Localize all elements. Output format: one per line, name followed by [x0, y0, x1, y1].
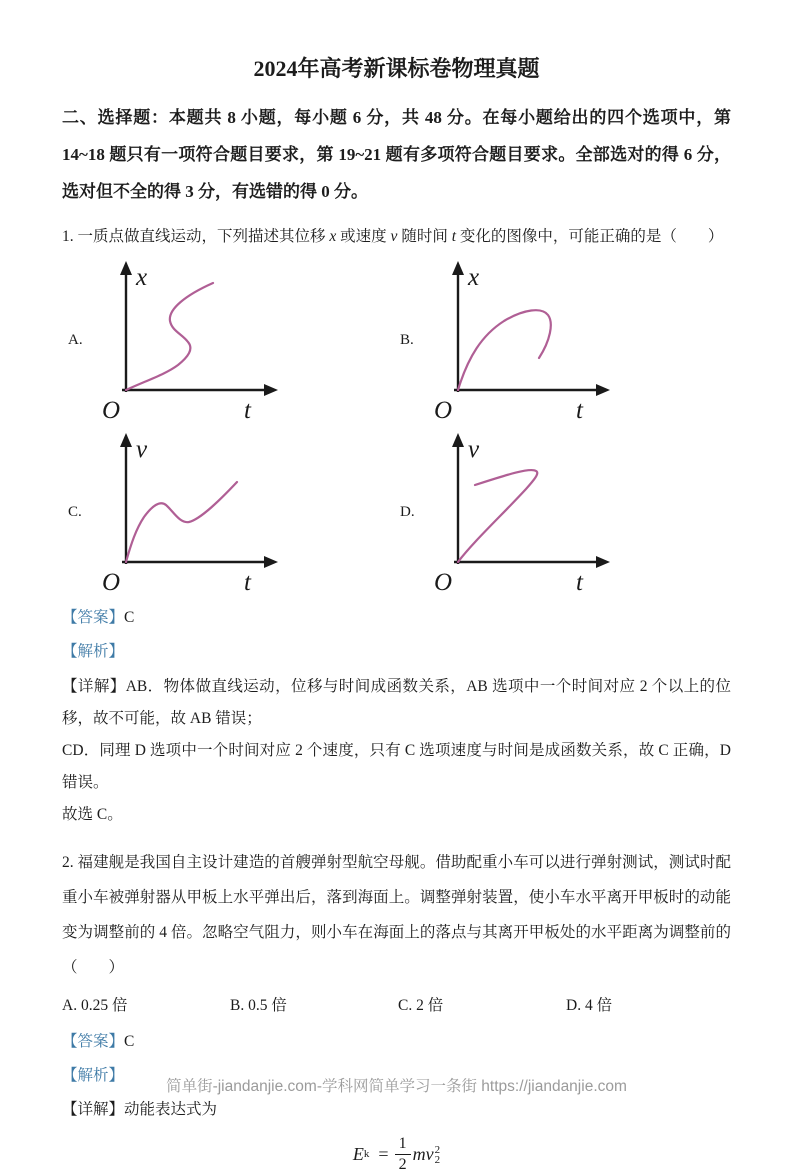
- question-2-text: 2. 福建舰是我国自主设计建造的首艘弹射型航空母舰。借助配重小车可以进行弹射测试，测试时配重小车被弹射器从甲板上水平弹出后，落到海面上。调整弹射装置，使小车水平离开甲板时的动能变为调整前的 4 倍。忽略空气阻力，则小车在海面上的落点与其离开甲板处的水平距离为调整前的（ ）: [62, 854, 731, 976]
- q2-answer-line: [62, 1031, 731, 1053]
- q1-seg4: 变化的图像中，可能正确的是（ ）: [456, 228, 724, 245]
- page-title: 2024年高考新课标卷物理真题: [253, 56, 540, 81]
- formula-E-subscript: k: [363, 1148, 370, 1161]
- graph-row-2: [62, 429, 731, 595]
- q1-answer-value: C: [124, 609, 135, 626]
- x-axis-arrow-icon: [596, 556, 610, 568]
- graph-c-origin-label: O: [102, 569, 121, 596]
- q1-analysis-label: 【解析】: [62, 643, 125, 660]
- graph-d-yaxis-label: v: [468, 436, 480, 463]
- q2-answer-value: C: [124, 1033, 135, 1050]
- section-instructions: 二、选择题：本题共 8 小题，每小题 6 分，共 48 分。在每小题给出的四个选项中，第 14~18 题只有一项符合题目要求，第 19~21 题有多项符合题目要求。全部选对的得 6 分，选对但不全的得 3 分，有选错的得 0 分。: [62, 108, 731, 201]
- q1-analysis-line: [62, 641, 731, 663]
- watermark-footer: 简单街-jiandanjie.com-学科网简单学习一条街 https://jiandanjie.com: [166, 1078, 627, 1095]
- graph-b-curve: [458, 310, 551, 390]
- formula-E: E: [352, 1143, 364, 1164]
- formula-v-scripts: [435, 1145, 441, 1165]
- x-axis-arrow-icon: [264, 384, 278, 396]
- graph-a-label: A.: [68, 331, 83, 348]
- formula-fraction: [395, 1135, 411, 1173]
- question-1-text: [62, 220, 731, 253]
- graph-a-xaxis-label: t: [244, 397, 251, 424]
- q1-detail-paragraph: [62, 671, 731, 735]
- graph-row-1: [62, 257, 731, 423]
- graph-option-b: [394, 257, 726, 423]
- q2-detail-text: 动能表达式为: [124, 1101, 218, 1118]
- graph-d-label: D.: [400, 503, 415, 520]
- formula-v-superscript: 2: [434, 1144, 441, 1157]
- graph-b-yaxis-label: x: [468, 264, 480, 291]
- question-2-options: [62, 993, 731, 1019]
- graph-c-curve: [126, 482, 237, 562]
- q1-var-t: t: [451, 228, 457, 245]
- formula-equals: =: [378, 1143, 389, 1164]
- x-axis-arrow-icon: [264, 556, 278, 568]
- formula-v: v: [425, 1143, 434, 1164]
- y-axis-arrow-icon: [120, 261, 132, 275]
- graph-a-origin-label: O: [102, 397, 121, 424]
- q1-detail-text-2: CD．同理 D 选项中一个时间对应 2 个速度，只有 C 选项速度与时间是成函数关系，故 C 正确，D 错误。: [62, 742, 731, 791]
- q1-detail-label: 【详解】: [62, 678, 126, 695]
- q1-seg1: 1. 一质点做直线运动，下列描述其位移: [62, 228, 330, 245]
- graph-b-plot: [426, 257, 641, 423]
- q1-detail-conclusion: 故选 C。: [62, 806, 123, 823]
- q1-seg2: 或速度: [336, 228, 391, 245]
- graph-d-plot: [426, 429, 641, 595]
- q2-option-a: A. 0.25 倍: [62, 997, 128, 1014]
- y-axis-arrow-icon: [452, 433, 464, 447]
- graph-d-origin-label: O: [434, 569, 453, 596]
- q2-detail-label: 【详解】: [62, 1101, 125, 1118]
- q1-var-x: x: [329, 228, 337, 245]
- q2-analysis-label: 【解析】: [62, 1067, 125, 1084]
- q1-answer-label: 【答案】: [62, 609, 125, 626]
- graph-c-xaxis-label: t: [244, 569, 251, 596]
- graph-option-a: [62, 257, 394, 423]
- q2-option-c: C. 2 倍: [398, 997, 444, 1014]
- formula-m: m: [412, 1143, 426, 1164]
- q2-option-b: B. 0.5 倍: [230, 997, 287, 1014]
- graph-d-curve: [458, 470, 537, 562]
- question-1-graphs: [62, 257, 731, 595]
- graph-b-origin-label: O: [434, 397, 453, 424]
- graph-c-label: C.: [68, 503, 82, 520]
- q1-answer-line: [62, 607, 731, 629]
- y-axis-arrow-icon: [452, 261, 464, 275]
- graph-d-xaxis-label: t: [576, 569, 583, 596]
- graph-a-plot: [94, 257, 309, 423]
- q1-detail-text-1: AB．物体做直线运动，位移与时间成函数关系，AB 选项中一个时间对应 2 个以上的位移，故不可能，故 AB 错误；: [62, 678, 731, 727]
- graph-a-curve: [126, 283, 213, 390]
- fraction-denominator: 2: [398, 1155, 407, 1173]
- q2-detail-line: [62, 1099, 731, 1121]
- kinetic-energy-formula: [62, 1135, 731, 1173]
- graph-option-d: [394, 429, 726, 595]
- graph-a-yaxis-label: x: [136, 264, 148, 291]
- q1-seg3: 随时间: [397, 228, 452, 245]
- graph-c-plot: [94, 429, 309, 595]
- y-axis-arrow-icon: [120, 433, 132, 447]
- x-axis-arrow-icon: [596, 384, 610, 396]
- fraction-numerator: 1: [395, 1135, 411, 1155]
- graph-b-xaxis-label: t: [576, 397, 583, 424]
- formula-v-subscript: 2: [434, 1154, 441, 1167]
- graph-option-c: [62, 429, 394, 595]
- graph-c-yaxis-label: v: [136, 436, 148, 463]
- q1-var-v: v: [390, 228, 398, 245]
- q2-answer-label: 【答案】: [62, 1033, 125, 1050]
- q2-option-d: D. 4 倍: [566, 997, 613, 1014]
- graph-b-label: B.: [400, 331, 414, 348]
